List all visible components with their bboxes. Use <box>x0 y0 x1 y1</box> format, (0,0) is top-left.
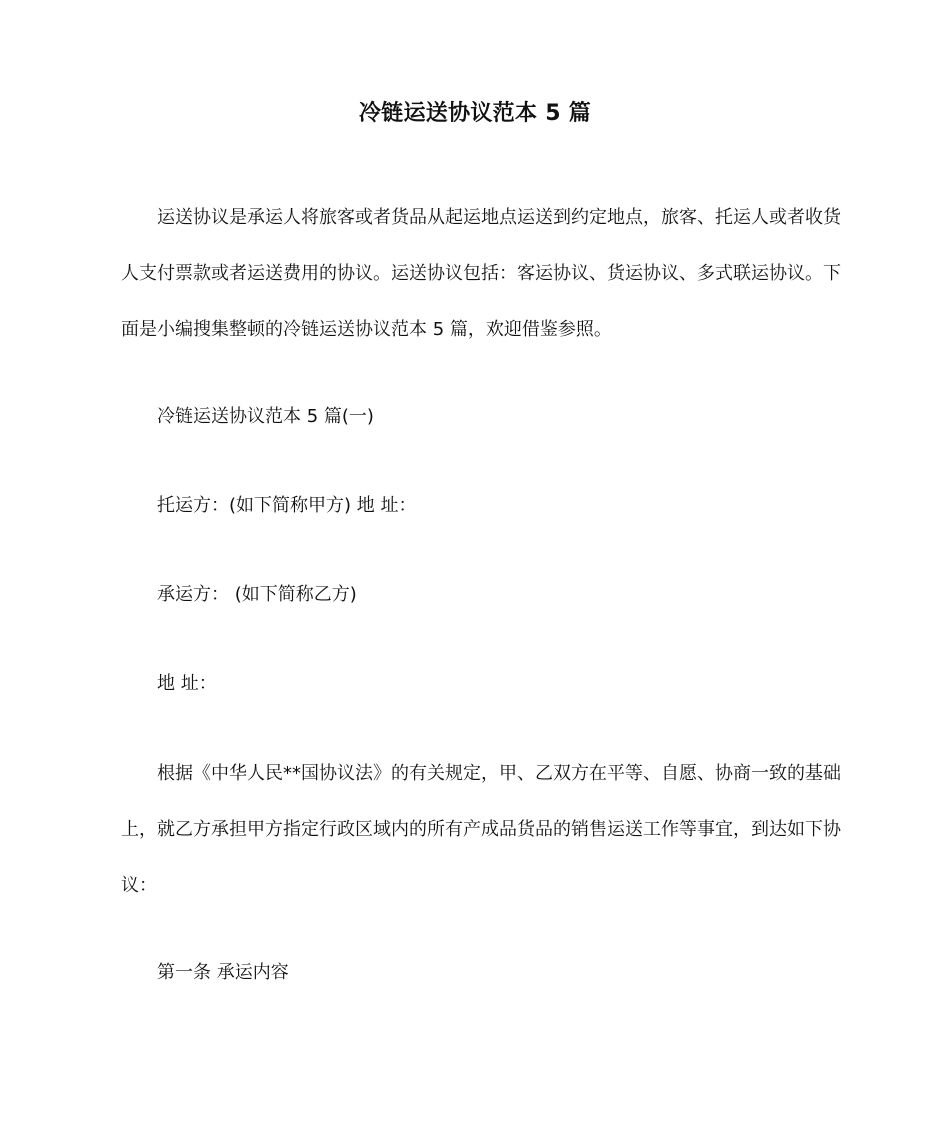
carrier-line: 承运方： (如下简称乙方) <box>157 584 357 605</box>
article-one-heading: 第一条 承运内容 <box>157 962 289 983</box>
document-title: 冷链运送协议范本 5 篇 <box>358 101 592 126</box>
address-line: 地 址： <box>157 673 217 694</box>
basis-paragraph: 根据《中华人民**国协议法》的有关规定，甲、乙双方在平等、自愿、协商一致的基础上，就乙方承担甲方指定行政区域内的所有产成品货品的销售运送工作等事宜，到达如下协议： <box>121 763 841 896</box>
shipper-line: 托运方：(如下简称甲方) 地 址： <box>157 495 417 516</box>
section-heading: 冷链运送协议范本 5 篇(一) <box>157 406 374 427</box>
intro-paragraph: 运送协议是承运人将旅客或者货品从起运地点运送到约定地点，旅客、托运人或者收货人支付票款或者运送费用的协议。运送协议包括：客运协议、货运协议、多式联运协议。下面是小编搜集整顿的冷链运送协议范本 5 篇，欢迎借鉴参照。 <box>121 207 841 340</box>
